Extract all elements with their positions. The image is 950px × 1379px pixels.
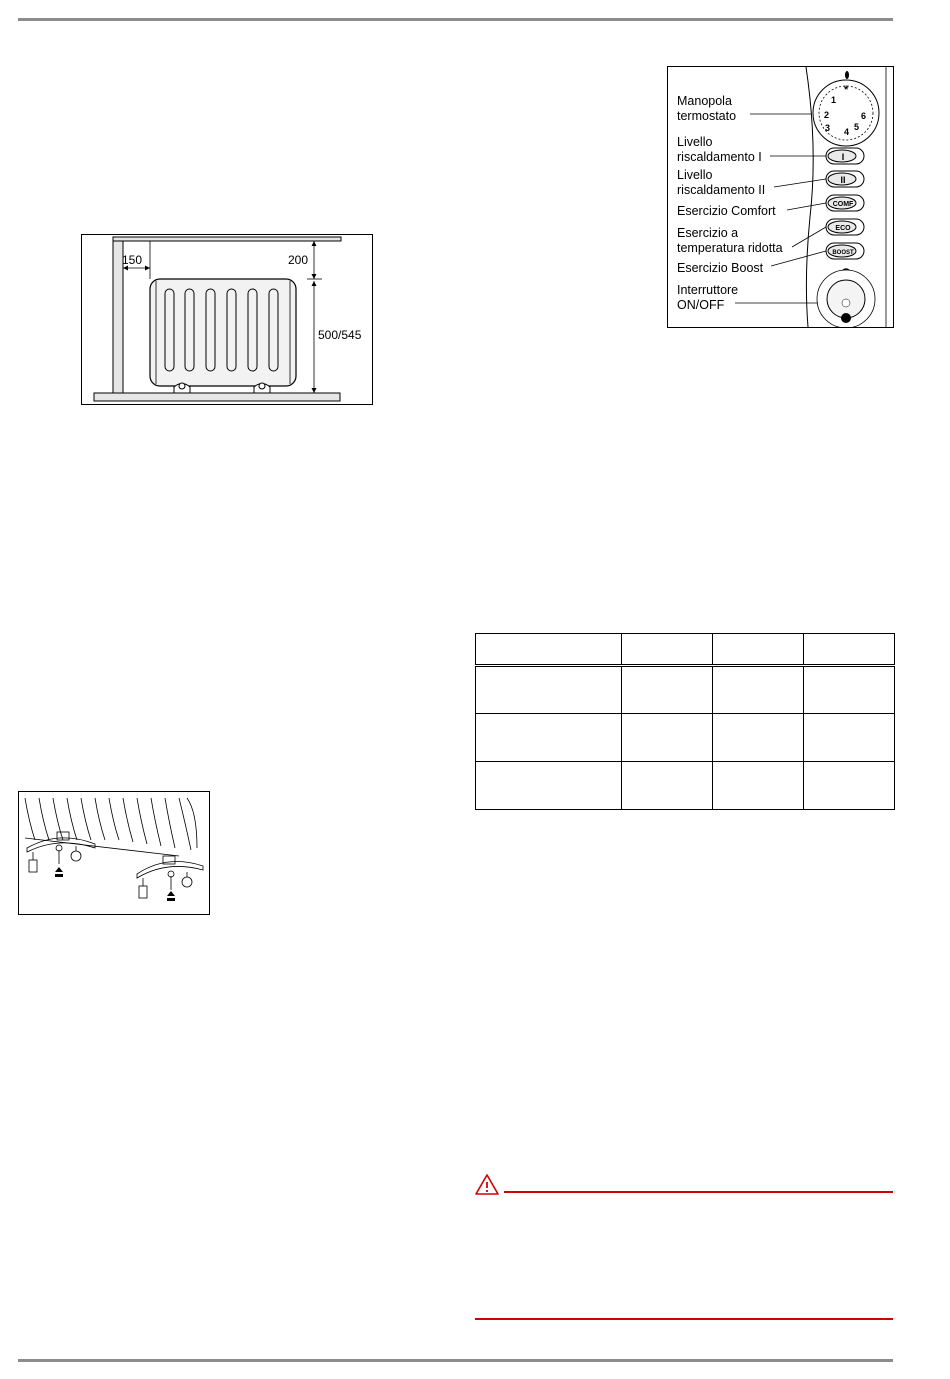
comfort-button-label: COMF — [832, 201, 854, 208]
table-cell — [622, 762, 713, 810]
table-cell — [476, 666, 622, 714]
table-cell — [804, 634, 895, 666]
table-cell — [713, 714, 804, 762]
feet-assembly-figure — [18, 791, 210, 915]
warning-icon — [474, 1173, 500, 1197]
installation-diagram — [82, 235, 372, 404]
table-row — [476, 666, 895, 714]
top-rule — [18, 18, 893, 21]
installation-figure — [81, 234, 373, 405]
control-panel-diagram — [668, 67, 893, 327]
boost-label: Esercizio Boost — [677, 261, 764, 275]
dial-mark: 1 — [831, 95, 837, 105]
warning-bottom-rule — [475, 1318, 893, 1320]
svg-text:Manopolatermostato — [677, 94, 736, 123]
table-cell — [804, 762, 895, 810]
table-cell — [713, 762, 804, 810]
svg-text:InterruttoreON/OFF — [677, 283, 738, 312]
svg-text:Livelloriscaldamento I — [677, 135, 762, 164]
thermostat-label: Manopola — [677, 94, 732, 108]
dial-mark: 4 — [844, 127, 850, 137]
dial-mark: * — [844, 84, 849, 96]
table-cell — [476, 634, 622, 666]
table-cell — [713, 634, 804, 666]
level1-button-label: I — [841, 152, 845, 162]
table-row — [476, 714, 895, 762]
table-cell — [804, 714, 895, 762]
table-cell — [622, 666, 713, 714]
dim-height-label: 500/545 — [318, 328, 362, 342]
dial-mark: 6 — [861, 111, 867, 121]
level1-label: Livello — [677, 135, 713, 149]
thermostat-label: termostato — [677, 109, 737, 123]
dial-mark: 5 — [854, 122, 860, 132]
svg-text:Livelloriscaldamento II — [677, 168, 765, 197]
table-cell — [476, 714, 622, 762]
comfort-label: Esercizio Comfort — [677, 204, 776, 218]
table-cell — [622, 714, 713, 762]
table-row — [476, 762, 895, 810]
table-cell — [622, 634, 713, 666]
data-table — [475, 633, 895, 810]
dim-side-label: 150 — [122, 253, 143, 267]
onoff-label: ON/OFF — [677, 298, 725, 312]
onoff-label: Interruttore — [677, 283, 739, 297]
table-header-row — [476, 634, 895, 666]
table-cell — [476, 762, 622, 810]
table-cell — [713, 666, 804, 714]
level2-label: riscaldamento II — [677, 183, 766, 197]
onoff-switch — [817, 269, 875, 327]
table-cell — [804, 666, 895, 714]
svg-text:Esercizio atemperatura ridotta — [677, 226, 783, 255]
feet-assembly-diagram — [19, 792, 209, 914]
dial-mark: 3 — [825, 123, 831, 133]
level1-label: riscaldamento I — [677, 150, 762, 164]
level2-label: Livello — [677, 168, 713, 182]
warning-top-rule — [504, 1191, 893, 1193]
dial-mark: 2 — [824, 110, 830, 120]
dim-top-label: 200 — [288, 253, 309, 267]
thermostat-dial — [813, 71, 879, 146]
eco-button-label: ECO — [835, 225, 851, 232]
eco-label: temperatura ridotta — [677, 241, 783, 255]
boost-button-label: BOOST — [832, 250, 854, 256]
eco-label: Esercizio a — [677, 226, 739, 240]
bottom-rule — [18, 1359, 893, 1362]
control-panel-figure — [667, 66, 894, 328]
level2-button-label: II — [840, 175, 846, 185]
